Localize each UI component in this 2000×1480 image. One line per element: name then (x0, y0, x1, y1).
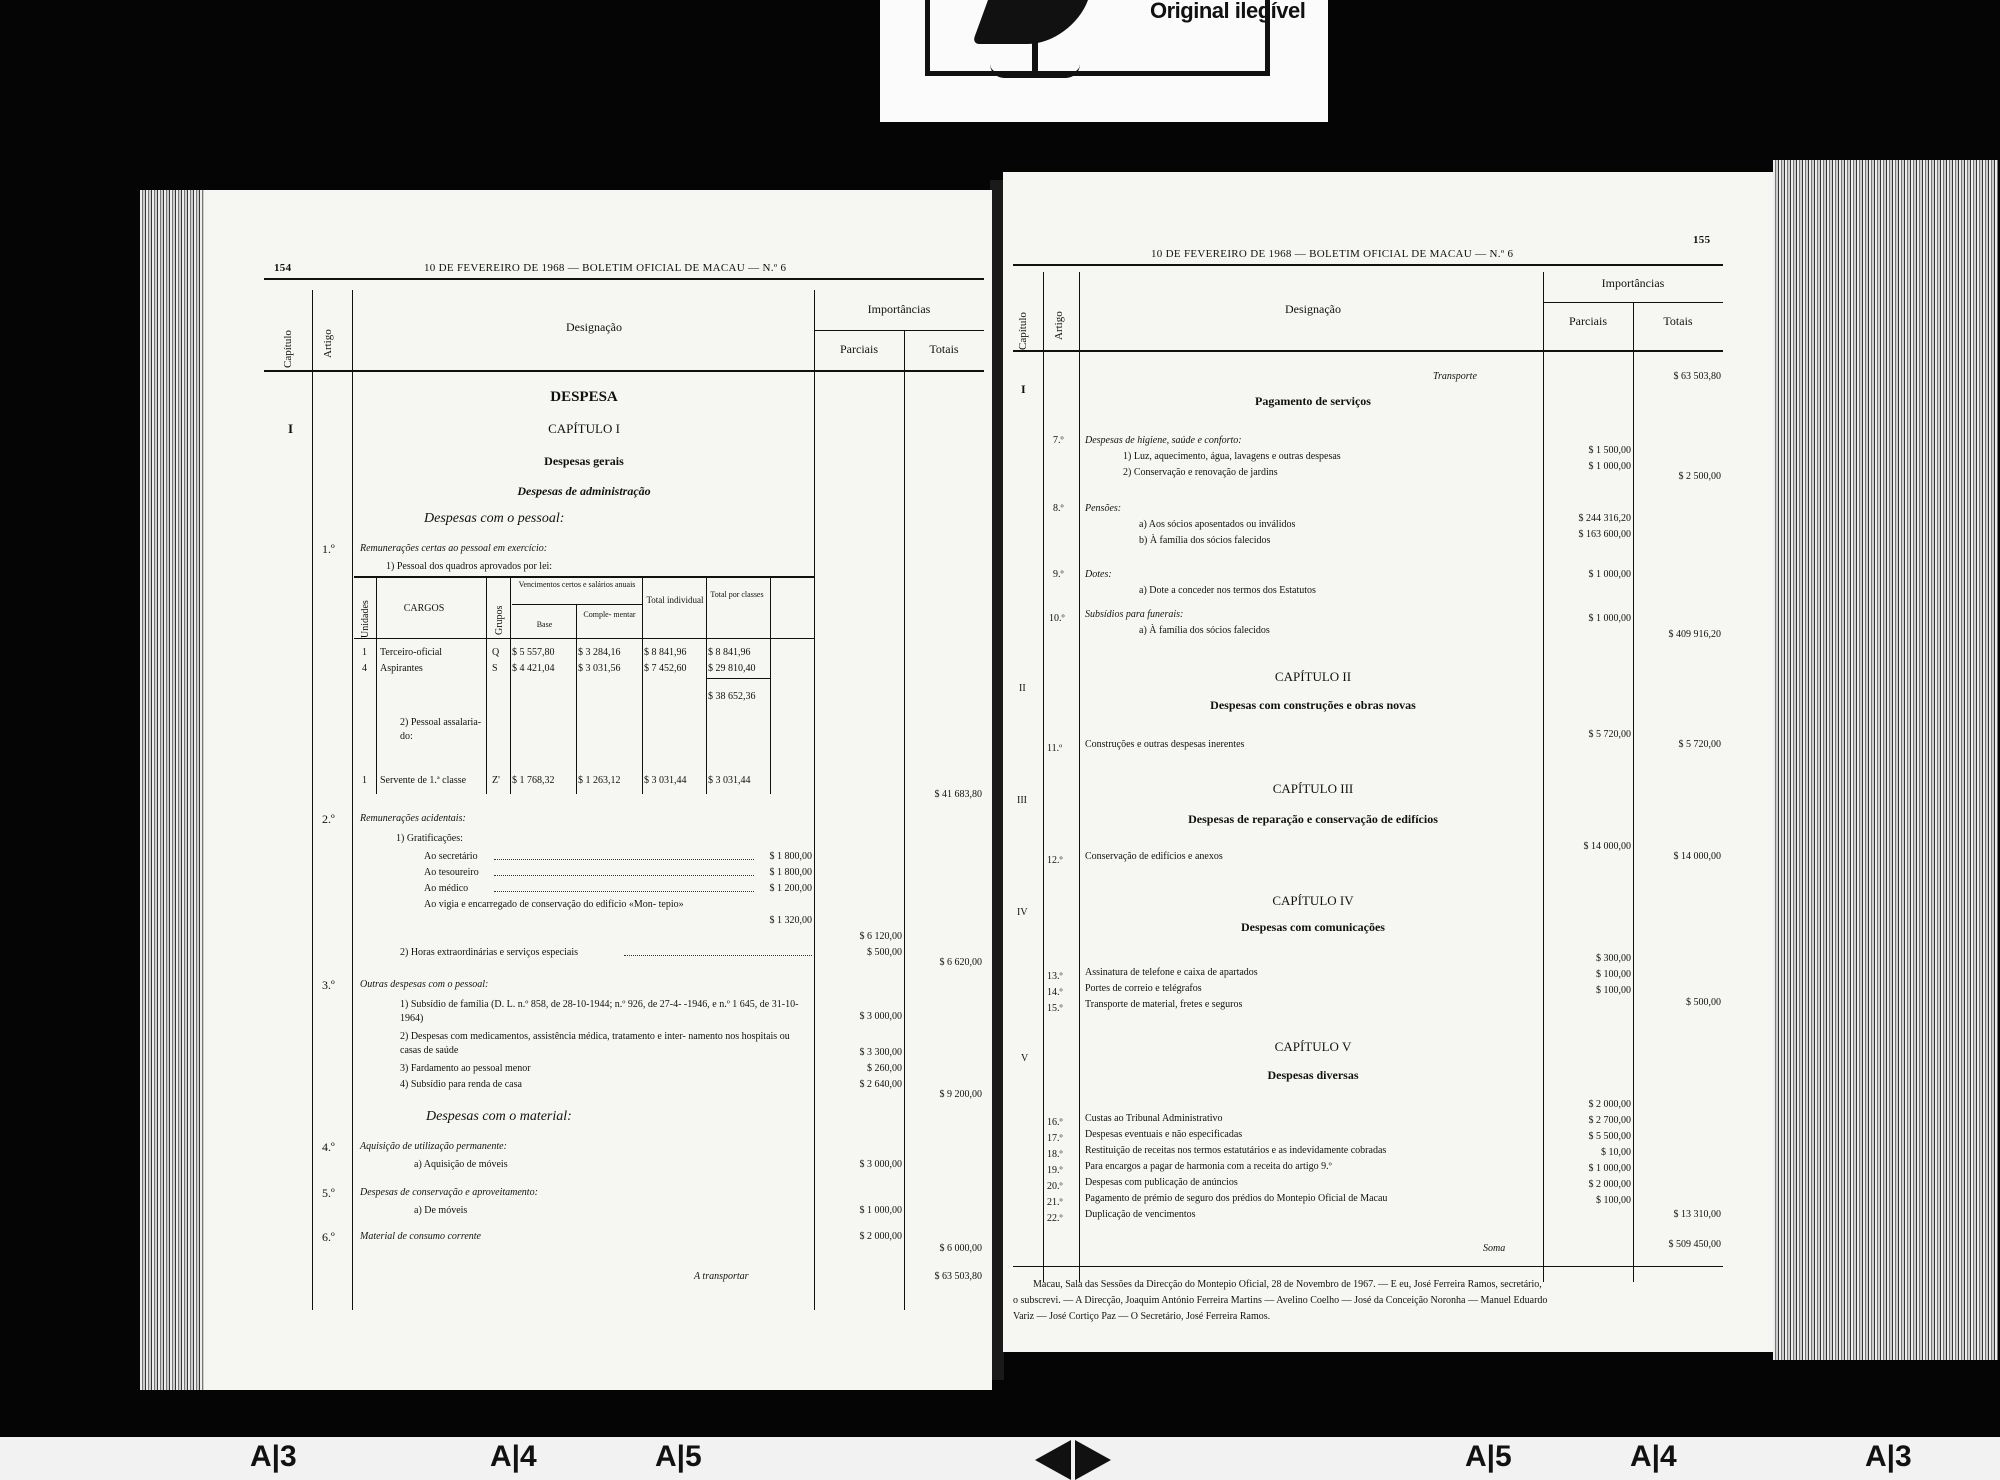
article-number: 2.º (322, 812, 335, 826)
article-item-value: $ 1 000,00 (1588, 1163, 1631, 1174)
article-item-value: $ 10,00 (1601, 1147, 1631, 1158)
article-text: Pagamento de prémio de seguro dos prédios do Montepio Oficial de Macau (1085, 1193, 1388, 1204)
rule (354, 576, 814, 578)
transporte-label: Transporte (1433, 371, 1477, 382)
frame-marker: A|4 (1630, 1440, 1677, 1473)
vigia-value: $ 1 320,00 (769, 915, 812, 926)
article-text: Remunerações certas ao pessoal em exercício: (360, 543, 548, 554)
article-item: 2) Horas extraordinárias e serviços especiais (400, 947, 578, 958)
article-total: $ 14 000,00 (1673, 851, 1721, 862)
article-item-value: $ 500,00 (867, 947, 902, 958)
page-number: 154 (274, 262, 292, 274)
article-item-value: $ 163 600,00 (1578, 529, 1631, 540)
article-total: $ 9 200,00 (939, 1089, 982, 1100)
cell-base: $ 1 768,32 (512, 775, 555, 786)
article-number: 18.º (1047, 1149, 1063, 1160)
chapter-roman: II (1019, 683, 1026, 694)
article-item-value: $ 3 300,00 (859, 1047, 902, 1058)
left-arrow-icon (1035, 1440, 1071, 1480)
right-arrow-icon (1075, 1440, 1111, 1480)
transportar-label: A transportar (694, 1271, 749, 1282)
col-line (1543, 272, 1544, 1282)
rule (706, 678, 770, 679)
col-capitulo: Capítulo (282, 330, 294, 368)
section-title: Despesas com comunicações (1241, 920, 1385, 934)
article-number: 11.º (1047, 743, 1063, 754)
cell-grupo: Z' (492, 775, 500, 786)
article-number: 20.º (1047, 1181, 1063, 1192)
article-item: 2) Pessoal assalaria- do: (400, 717, 482, 742)
col-line (486, 578, 487, 794)
article-text: Despesas com publicação de anúncios (1085, 1177, 1238, 1188)
article-item-value: $ 2 640,00 (859, 1079, 902, 1090)
article-number: 4.º (322, 1140, 335, 1154)
article-total: $ 6 620,00 (939, 957, 982, 968)
article-item: 2) Despesas com medicamentos, assistência médica, tratamento e inter- namento nos hospitais ou casas de saúde (400, 1031, 790, 1056)
frame-marker: A|3 (250, 1440, 297, 1473)
article-text: Portes de correio e telégrafos (1085, 983, 1202, 994)
article-number: 16.º (1047, 1117, 1063, 1128)
cell-total-ind: $ 8 841,96 (644, 647, 687, 658)
col-parciais: Parciais (840, 342, 878, 356)
leader-dots (494, 852, 754, 860)
closing-text: Macau, Sala das Sessões da Direcção do Montepio Oficial, 28 de Novembro de 1967. — E eu, José Ferreira Ramos, secretário, (1033, 1279, 1542, 1290)
col-artigo: Artigo (322, 329, 334, 358)
article-item-value: $ 2 000,00 (859, 1231, 902, 1242)
article-item: a) Aos sócios aposentados ou inválidos (1139, 519, 1296, 530)
article-number: 21.º (1047, 1197, 1063, 1208)
soma-value: $ 509 450,00 (1668, 1239, 1721, 1250)
tbl-unidades: Unidades (360, 600, 371, 638)
article-total: $ 6 000,00 (939, 1243, 982, 1254)
article-item-value: $ 2 000,00 (1588, 1099, 1631, 1110)
cell-total-ind: $ 3 031,44 (644, 775, 687, 786)
article-item: a) Aquisição de móveis (414, 1159, 508, 1170)
col-line (576, 604, 577, 794)
page-header: 10 DE FEVEREIRO DE 1968 — BOLETIM OFICIAL DE MACAU — N.º 6 (424, 262, 787, 274)
article-number: 3.º (322, 978, 335, 992)
tbl-total-cls: Total por classes (710, 590, 764, 599)
leader-dots (494, 884, 754, 892)
chapter-title: CAPÍTULO V (1274, 1039, 1352, 1054)
grat-value: $ 1 800,00 (769, 851, 812, 862)
article-text: Custas ao Tribunal Administrativo (1085, 1113, 1223, 1124)
transporte-value: $ 63 503,80 (1673, 371, 1721, 382)
article-text: Aquisição de utilização permanente: (360, 1141, 507, 1152)
article-text: Transporte de material, fretes e seguros (1085, 999, 1243, 1010)
article-number: 9.º (1053, 569, 1064, 580)
article-number: 15.º (1047, 1003, 1063, 1014)
article-item: 1) Gratificações: (396, 833, 463, 844)
article-text: Construções e outras despesas inerentes (1085, 739, 1245, 750)
subsection-title: Despesas de administração (517, 484, 651, 498)
article-text: Conservação de edifícios e anexos (1085, 851, 1223, 862)
tbl-comple: Comple- mentar (583, 610, 636, 619)
article-number: 1.º (322, 542, 335, 556)
article-number: 17.º (1047, 1133, 1063, 1144)
cell-base: $ 5 557,80 (512, 647, 555, 658)
cell-total-cls: $ 8 841,96 (708, 647, 751, 658)
article-number: 19.º (1047, 1165, 1063, 1176)
tbl-venc: Vencimentos certos e salários anuais (518, 580, 636, 589)
col-artigo: Artigo (1053, 311, 1065, 340)
article-item: a) Dote a conceder nos termos dos Estatutos (1139, 585, 1316, 596)
col-line (642, 578, 643, 794)
article-item-value: $ 100,00 (1596, 1195, 1631, 1206)
article-item-value: $ 5 720,00 (1588, 729, 1631, 740)
col-importancias: Importâncias (867, 302, 931, 316)
article-text: Despesas de conservação e aproveitamento: (360, 1187, 538, 1198)
article-number: 12.º (1047, 855, 1063, 866)
article-item: a) De móveis (414, 1205, 468, 1216)
article-text: Despesas de higiene, saúde e conforto: (1085, 435, 1242, 446)
group-title: Despesas com o pessoal: (424, 511, 565, 526)
chapter-title: CAPÍTULO I (548, 421, 620, 436)
transportar-value: $ 63 503,80 (934, 1271, 982, 1282)
article-item-value: $ 1 000,00 (1588, 613, 1631, 624)
cell-total-cls: $ 29 810,40 (708, 663, 756, 674)
leader-dots (494, 868, 754, 876)
article-item-value: $ 3 000,00 (859, 1011, 902, 1022)
soma-label: Soma (1483, 1243, 1506, 1254)
article-item-value: $ 1 000,00 (859, 1205, 902, 1216)
article-text: Para encargos a pagar de harmonia com a receita do artigo 9.º (1085, 1161, 1332, 1172)
rule (814, 330, 984, 331)
cell-unidades: 1 (362, 647, 367, 658)
tbl-total-ind: Total individual (646, 595, 704, 605)
article-item: 1) Pessoal dos quadros aprovados por lei: (386, 561, 553, 572)
article-item: 3) Fardamento ao pessoal menor (400, 1063, 531, 1074)
article-text: Subsídios para funerais: (1085, 609, 1184, 620)
article-item-value: $ 2 000,00 (1588, 1179, 1631, 1190)
col-capitulo: Capítulo (1017, 312, 1029, 350)
cell-total-cls: $ 3 031,44 (708, 775, 751, 786)
article-text: Duplicação de vencimentos (1085, 1209, 1196, 1220)
grat-label: Ao médico (424, 883, 469, 894)
col-totais: Totais (929, 342, 959, 356)
chapter-roman: V (1021, 1053, 1029, 1064)
section-title: Pagamento de serviços (1255, 394, 1371, 408)
article-text: Material de consumo corrente (360, 1231, 481, 1242)
rule (1013, 1266, 1723, 1267)
article-item-value: $ 1 000,00 (1588, 569, 1631, 580)
article-total: $ 409 916,20 (1668, 629, 1721, 640)
chapter-roman: III (1017, 795, 1027, 806)
col-line (1633, 302, 1634, 1282)
chapter-roman: I (1021, 382, 1026, 396)
article-item-value: $ 244 316,20 (1578, 513, 1631, 524)
article-text: Dotes: (1085, 569, 1112, 580)
article-item: b) À família dos sócios falecidos (1139, 535, 1271, 546)
article-text: Remunerações acidentais: (360, 813, 466, 824)
col-line (312, 290, 313, 1310)
article-item-value: $ 1 500,00 (1588, 445, 1631, 456)
cell-comple: $ 1 263,12 (578, 775, 621, 786)
left-page (204, 190, 992, 1390)
right-page (1003, 172, 1773, 1352)
col-totais: Totais (1663, 314, 1693, 328)
col-line (770, 578, 771, 794)
tbl-cargos: CARGOS (403, 603, 445, 614)
grat-value: $ 1 800,00 (769, 867, 812, 878)
article-total: $ 500,00 (1686, 997, 1721, 1008)
left-page-edge (140, 190, 204, 1390)
col-line (510, 578, 511, 794)
cell-grupo: Q (492, 647, 500, 658)
article-total: $ 41 683,80 (934, 789, 982, 800)
page-number: 155 (1693, 234, 1711, 246)
col-importancias: Importâncias (1601, 276, 1665, 290)
article-item-value: $ 1 000,00 (1588, 461, 1631, 472)
col-line (814, 290, 815, 1310)
article-item-value: $ 2 700,00 (1588, 1115, 1631, 1126)
section-title: Despesas de reparação e conservação de edifícios (1188, 812, 1438, 826)
col-line (904, 330, 905, 1310)
stamp-text: Original ilegível (1150, 0, 1306, 23)
leader-dots (624, 948, 812, 956)
article-text: Pensões: (1085, 503, 1122, 514)
article-total: $ 13 310,00 (1673, 1209, 1721, 1220)
article-text: Restituição de receitas nos termos estatutários e as indevidamente cobradas (1085, 1145, 1387, 1156)
cell-total-ind: $ 7 452,60 (644, 663, 687, 674)
col-designacao: Designação (566, 320, 622, 334)
tbl-grupos: Grupos (494, 605, 505, 635)
rule (354, 638, 814, 639)
chapter-roman: I (288, 421, 294, 436)
chapter-roman: IV (1017, 907, 1028, 918)
frame-marker: A|4 (490, 1440, 537, 1473)
article-number: 13.º (1047, 971, 1063, 982)
article-number: 10.º (1049, 613, 1065, 624)
col-line (376, 578, 377, 794)
article-item-value: $ 100,00 (1596, 969, 1631, 980)
article-item-value: $ 5 500,00 (1588, 1131, 1631, 1142)
rule (512, 604, 642, 605)
section-title: Despesas gerais (544, 454, 624, 468)
group-title: Despesas com o material: (426, 1109, 572, 1124)
cell-grupo: S (492, 663, 498, 674)
microfilm-strip (0, 1437, 2000, 1480)
article-number: 5.º (322, 1186, 335, 1200)
cell-cargo: Servente de 1.ª classe (380, 775, 467, 786)
grat-label: Ao secretário (424, 851, 478, 862)
frame-marker: A|3 (1865, 1440, 1912, 1473)
article-item-value: $ 100,00 (1596, 985, 1631, 996)
chapter-title: CAPÍTULO IV (1272, 893, 1354, 908)
col-parciais: Parciais (1569, 314, 1607, 328)
grat-value: $ 1 200,00 (769, 883, 812, 894)
article-total: $ 5 720,00 (1678, 739, 1721, 750)
article-item: 1) Subsídio de família (D. L. n.º 858, de 28-10-1944; n.º 926, de 27-4- -1946, e n.º 1 645, de 31-10-1964) (400, 999, 799, 1024)
section-title: Despesas diversas (1267, 1068, 1359, 1082)
cell-unidades: 1 (362, 775, 367, 786)
article-number: 8.º (1053, 503, 1064, 514)
frame-marker: A|5 (655, 1440, 702, 1473)
article-number: 6.º (322, 1230, 335, 1244)
frame-marker: A|5 (1465, 1440, 1512, 1473)
chapter-title: CAPÍTULO II (1274, 669, 1352, 684)
rule (1013, 350, 1723, 352)
original-illegible-stamp (880, 0, 1328, 122)
article-item: 2) Conservação e renovação de jardins (1123, 467, 1278, 478)
despesa-title: DESPESA (550, 389, 618, 405)
section-title: Despesas com construções e obras novas (1210, 698, 1416, 712)
cell-comple: $ 3 284,16 (578, 647, 621, 658)
tbl-base: Base (536, 620, 553, 629)
cell-comple: $ 3 031,56 (578, 663, 621, 674)
chapter-title: CAPÍTULO III (1272, 781, 1354, 796)
vigia-label: Ao vigia e encarregado de conservação do edifício «Mon- tepio» (424, 899, 684, 910)
article-item-value: $ 3 000,00 (859, 1159, 902, 1170)
article-number: 14.º (1047, 987, 1063, 998)
right-page-edge (1773, 160, 1998, 1360)
cell-base: $ 4 421,04 (512, 663, 555, 674)
article-item: 4) Subsídio para renda de casa (400, 1079, 522, 1090)
cell-cargo: Aspirantes (380, 663, 423, 674)
article-item-value: $ 14 000,00 (1583, 841, 1631, 852)
article-item-value: $ 260,00 (867, 1063, 902, 1074)
article-text: Despesas eventuais e não especificadas (1085, 1129, 1243, 1140)
article-total: $ 2 500,00 (1678, 471, 1721, 482)
col-line (1043, 272, 1044, 1282)
book-spine (990, 180, 1004, 1380)
subtotal: $ 38 652,36 (708, 691, 756, 702)
article-item: a) À família dos sócios falecidos (1139, 625, 1270, 636)
article-number: 7.º (1053, 435, 1064, 446)
col-line (1079, 272, 1080, 1282)
closing-text: o subscrevi. — A Direcção, Joaquim António Ferreira Martins — Avelino Coelho — José da Conceição Noronha — Manuel Eduardo (1013, 1295, 1548, 1306)
cell-cargo: Terceiro-oficial (380, 647, 443, 658)
header-rule (264, 278, 984, 280)
header-rule (1013, 264, 1723, 266)
article-item: 1) Luz, aquecimento, água, lavagens e outras despesas (1123, 451, 1341, 462)
article-text: Assinatura de telefone e caixa de apartados (1085, 967, 1258, 978)
closing-text: Variz — José Cortiço Paz — O Secretário, José Ferreira Ramos. (1013, 1311, 1271, 1322)
grat-total: $ 6 120,00 (859, 931, 902, 942)
cell-unidades: 4 (362, 663, 367, 674)
article-item-value: $ 300,00 (1596, 953, 1631, 964)
col-line (352, 290, 353, 1310)
grat-label: Ao tesoureiro (424, 867, 479, 878)
col-line (706, 578, 707, 794)
page-header: 10 DE FEVEREIRO DE 1968 — BOLETIM OFICIAL DE MACAU — N.º 6 (1151, 248, 1514, 260)
stamp-logo-book-icon (990, 64, 1080, 78)
article-text: Outras despesas com o pessoal: (360, 979, 489, 990)
article-number: 22.º (1047, 1213, 1063, 1224)
col-designacao: Designação (1285, 302, 1341, 316)
rule (264, 370, 984, 372)
